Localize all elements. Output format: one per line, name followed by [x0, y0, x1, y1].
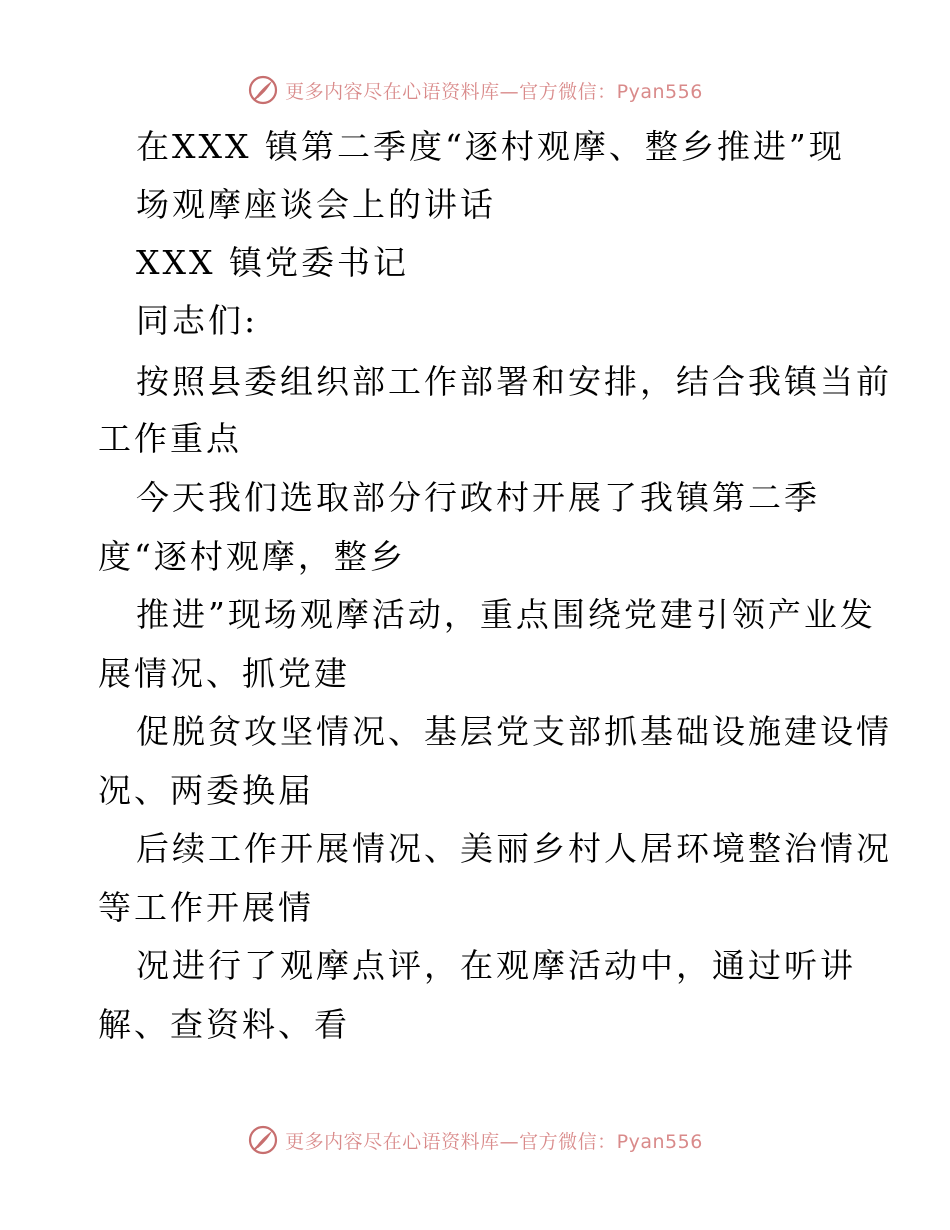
paragraph-line: 展情况、抓党建 — [98, 654, 350, 693]
footer-watermark — [0, 1120, 950, 1160]
author-line: XXX 镇党委书记 — [136, 243, 409, 282]
paragraph-line: 今天我们选取部分行政村开展了我镇第二季 — [136, 478, 820, 517]
paragraph-line: 况、两委换届 — [98, 771, 314, 810]
paragraph-line: 解、查资料、看 — [98, 1005, 350, 1044]
paragraph-line: 况进行了观摩点评，在观摩活动中，通过听讲 — [136, 946, 856, 985]
paragraph-line: 度“逐村观摩，整乡 — [98, 537, 406, 576]
watermark-text: 更多内容尽在心语资料库—官方微信：Pyan556 — [285, 1130, 703, 1153]
paragraph-line: 促脱贫攻坚情况、基层党支部抓基础设施建设情 — [136, 712, 892, 751]
feather-pen-logo-icon — [247, 1124, 279, 1156]
paragraph-line: 按照县委组织部工作部署和安排，结合我镇当前 — [136, 362, 892, 401]
paragraph-line: 后续工作开展情况、美丽乡村人居环境整治情况 — [136, 829, 892, 868]
title-line-2: 场观摩座谈会上的讲话 — [136, 185, 496, 224]
paragraph-line: 推进”现场观摩活动，重点围绕党建引领产业发 — [136, 595, 876, 634]
paragraph-line: 等工作开展情 — [98, 888, 314, 927]
title-line-1: 在XXX 镇第二季度“逐村观摩、整乡推进”现 — [136, 127, 845, 166]
watermark-text: 更多内容尽在心语资料库—官方微信：Pyan556 — [285, 80, 703, 103]
salutation: 同志们: — [136, 301, 259, 340]
paragraph-line: 工作重点 — [98, 419, 242, 458]
